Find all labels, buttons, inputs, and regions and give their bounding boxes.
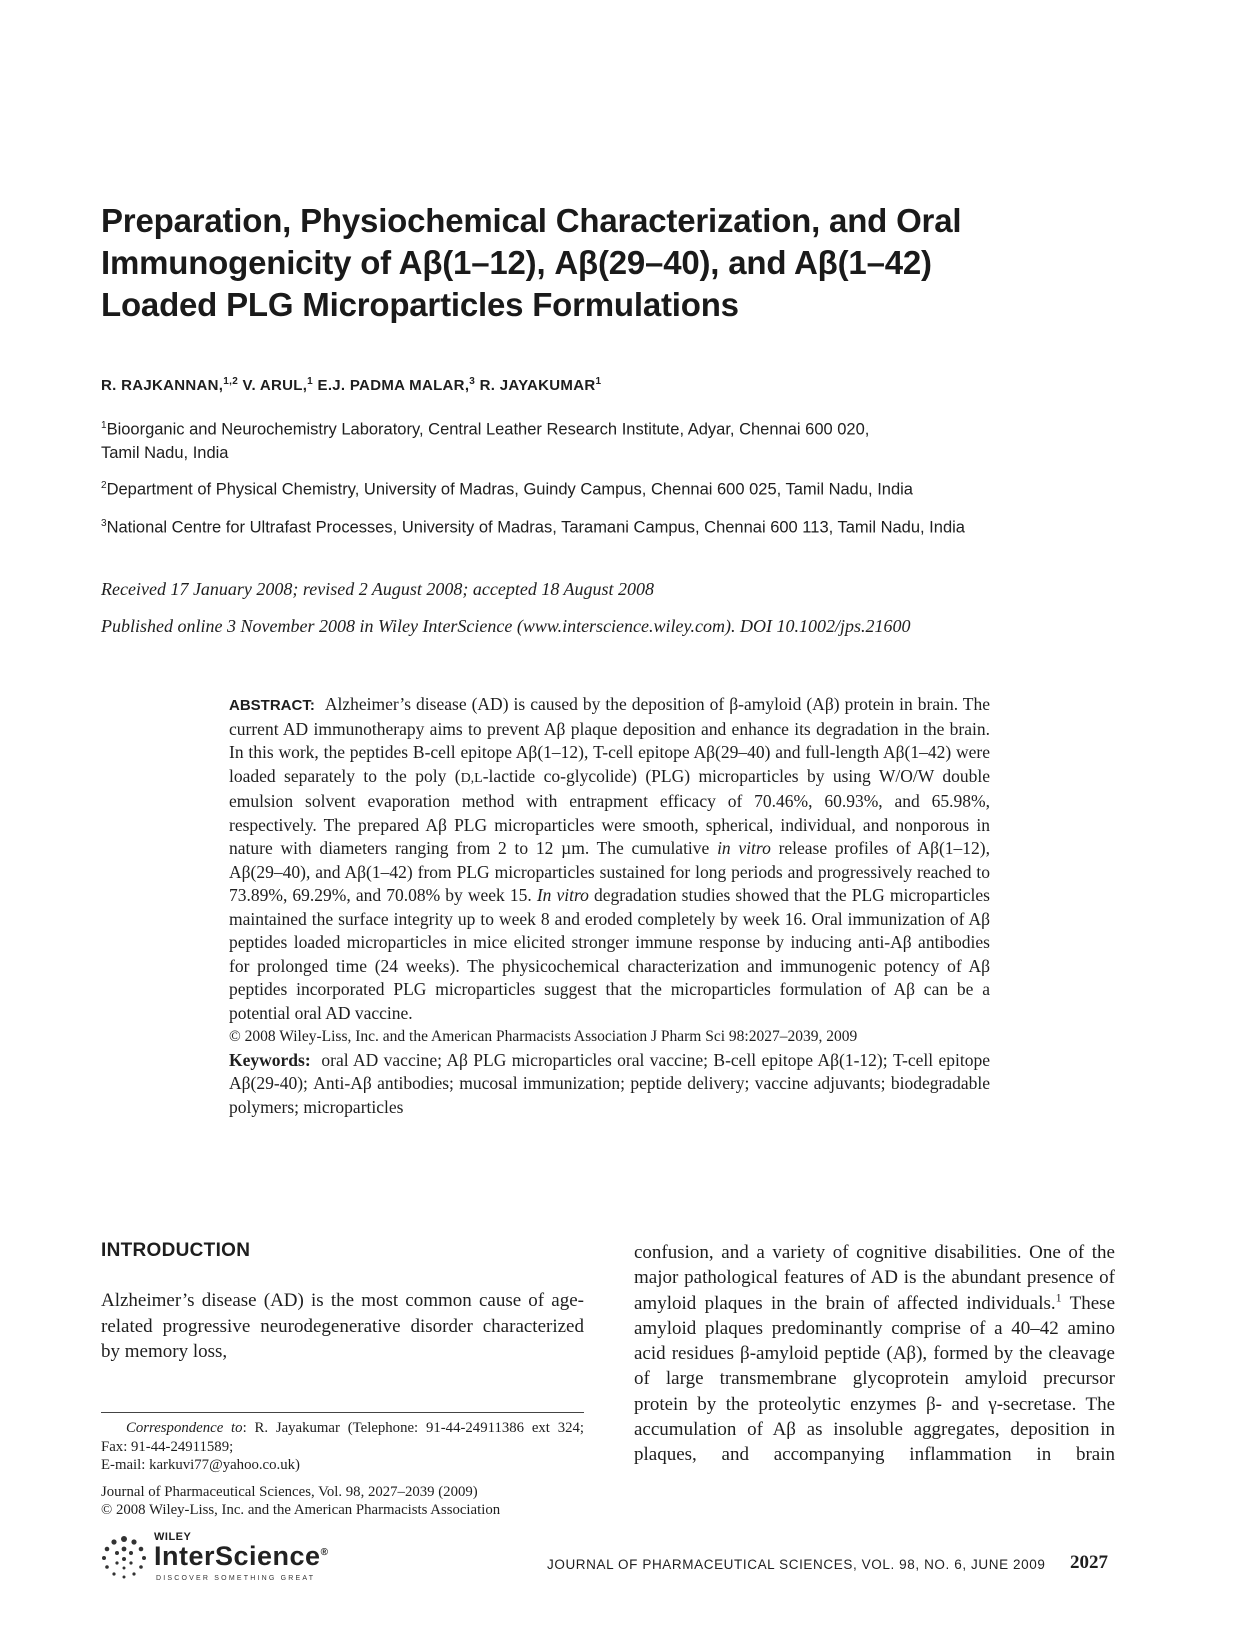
interscience-logo	[98, 1531, 348, 1587]
logo-tagline: DISCOVER SOMETHING GREAT	[156, 1575, 316, 1582]
affiliation	[101, 512, 1121, 540]
author-affiliation-marker: 1	[307, 376, 314, 387]
footnote-copyright: © 2008 Wiley-Liss, Inc. and the American Pharmacists Association	[101, 1502, 501, 1518]
received-dates: Received 17 January 2008; revised 2 August 2008; accepted 18 August 2008	[101, 579, 655, 599]
author-name: R. JAYAKUMAR	[479, 377, 596, 394]
abstract-text: release profiles of Aβ(1–12), Aβ(29–40), and Aβ(1–42) from PLG microparticles sustained for long periods and progressively reached to 73.89%, 69.29%, and 70.08% by week 15.	[229, 838, 990, 905]
author-name: E.J. PADMA MALAR,	[317, 377, 470, 394]
affiliation-number: 1	[101, 420, 107, 431]
abstract-text: degradation studies showed that the PLG microparticles maintained the surface integrity up to week 8 and eroded completely by week 16. Oral immunization of Aβ peptides loaded microparticles in mice elicited stronger immune response by inducing anti-Aβ antibodies for prolonged time (24 weeks). The physicochemical characterization and immunogenic potency of Aβ peptides incorporated PLG microparticles suggest that the microparticles formulation of Aβ can be a potential oral AD vaccine.	[229, 885, 990, 1023]
footnote	[101, 1419, 584, 1520]
section-heading: INTRODUCTION	[101, 1240, 251, 1261]
abstract-copyright: © 2008 Wiley-Liss, Inc. and the American Pharmacists Association J Pharm Sci 98:2027–2039, 2009	[229, 1028, 858, 1045]
author-affiliation-marker: 1,2	[223, 376, 239, 387]
correspondence-email: E-mail: karkuvi77@yahoo.co.uk)	[101, 1457, 300, 1473]
author-affiliation-marker: 1	[595, 376, 602, 387]
keywords-text: oral AD vaccine; Aβ PLG microparticles oral vaccine; B-cell epitope Aβ(1-12); T-cell epitope Aβ(29-40); Anti-Aβ antibodies; mucosal immunization; peptide delivery; vaccine adjuvants; biodegradable polymers; microparticles	[229, 1049, 990, 1117]
globe-dots-icon	[98, 1531, 150, 1587]
affiliation	[101, 474, 1121, 502]
correspondence	[101, 1419, 584, 1456]
abstract-text: -lactide co-glycolide) (PLG) microparticles by using W/O/W double emulsion solvent evaporation method with entrapment efficacy of 70.46%, 60.93%, and 65.98%, respectively. The prepared Aβ PLG microparticles were smooth, spherical, individual, and nonporous in nature with diameters ranging from 2 to 12 µm. The cumulative	[229, 765, 990, 858]
journal-citation: Journal of Pharmaceutical Sciences, Vol. 98, 2027–2039 (2009)	[101, 1483, 478, 1500]
abstract-text: D,L	[460, 770, 483, 786]
correspondence-label: Correspondence to	[126, 1420, 243, 1436]
intro-text: These amyloid plaques predominantly comprise of a 40–42 amino acid residues β-amyloid peptide (Aβ), formed by the cleavage of large transmembrane glycoprotein amyloid precursor protein by the proteolytic enzymes β- and γ-secretase. The accumulation of Aβ as insoluble aggregates, deposition in plaques, and accompanying inflammation in brain	[634, 1292, 1115, 1466]
page-number: 2027	[1070, 1552, 1108, 1573]
title-line: Preparation, Physiochemical Characterization, and Oral	[101, 202, 962, 239]
author-name: V. ARUL,	[242, 377, 308, 394]
affiliation-text: Department of Physical Chemistry, University of Madras, Guindy Campus, Chennai 600 025, Tamil Nadu, India	[106, 480, 913, 499]
article-title	[101, 200, 1151, 326]
abstract	[229, 693, 990, 1119]
intro-text: confusion, and a variety of cognitive disabilities. One of the major pathological features of AD is the abundant presence of amyloid plaques in the brain of affected individuals.	[634, 1242, 1115, 1314]
logo-registered-mark: ®	[320, 1547, 329, 1558]
affiliation-text: National Centre for Ultrafast Processes, University of Madras, Taramani Campus, Chennai 600 113, Tamil Nadu, India	[106, 518, 965, 537]
abstract-italic: in vitro	[717, 838, 771, 858]
correspondence-text: : R. Jayakumar (Telephone: 91-44-24911386 ext 324; Fax: 91-44-24911589;	[101, 1420, 585, 1455]
title-line: Immunogenicity of Aβ(1–12), Aβ(29–40), and Aβ(1–42)	[101, 244, 932, 281]
author-affiliation-marker: 3	[469, 376, 476, 387]
logo-wordmark	[154, 1541, 328, 1572]
abstract-text: Alzheimer’s disease (AD) is caused by the deposition of β-amyloid (Aβ) protein in brain. The current AD immunotherapy aims to prevent Aβ plaque deposition and enhance its degradation in the brain. In this work, the peptides B-cell epitope Aβ(1–12), T-cell epitope Aβ(29–40) and full-length Aβ(1–42) were loaded separately to the poly (	[229, 694, 991, 786]
author-list	[101, 376, 601, 394]
reference-marker: 1	[1055, 1290, 1062, 1305]
affiliation-number: 3	[101, 518, 107, 529]
title-line: Loaded PLG Microparticles Formulations	[101, 286, 739, 323]
affiliation	[101, 414, 1121, 465]
running-footer: JOURNAL OF PHARMACEUTICAL SCIENCES, VOL. 98, NO. 6, JUNE 2009	[547, 1557, 1046, 1572]
footnote-divider	[101, 1412, 584, 1413]
affiliation-text: Bioorganic and Neurochemistry Laboratory, Central Leather Research Institute, Adyar, Chennai 600 020,	[106, 420, 870, 439]
affiliation-number: 2	[101, 480, 107, 491]
author-name: R. RAJKANNAN,	[101, 377, 224, 394]
affiliation-text: Tamil Nadu, India	[101, 443, 229, 462]
logo-name: InterScience	[154, 1541, 321, 1571]
intro-left-column: Alzheimer’s disease (AD) is the most common cause of age-related progressive neurodegenerative disorder characterized by memory loss,	[101, 1290, 584, 1362]
abstract-label: ABSTRACT:	[229, 697, 315, 714]
publication-info: Published online 3 November 2008 in Wiley InterScience (www.interscience.wiley.com). DOI 10.1002/jps.21600	[101, 616, 911, 636]
keywords-label: Keywords:	[229, 1049, 311, 1070]
intro-right-column	[634, 1240, 1115, 1468]
logo-publisher: WILEY	[154, 1531, 192, 1543]
keywords	[229, 1049, 990, 1120]
abstract-italic: In vitro	[536, 885, 589, 905]
abstract-body	[229, 693, 990, 1025]
